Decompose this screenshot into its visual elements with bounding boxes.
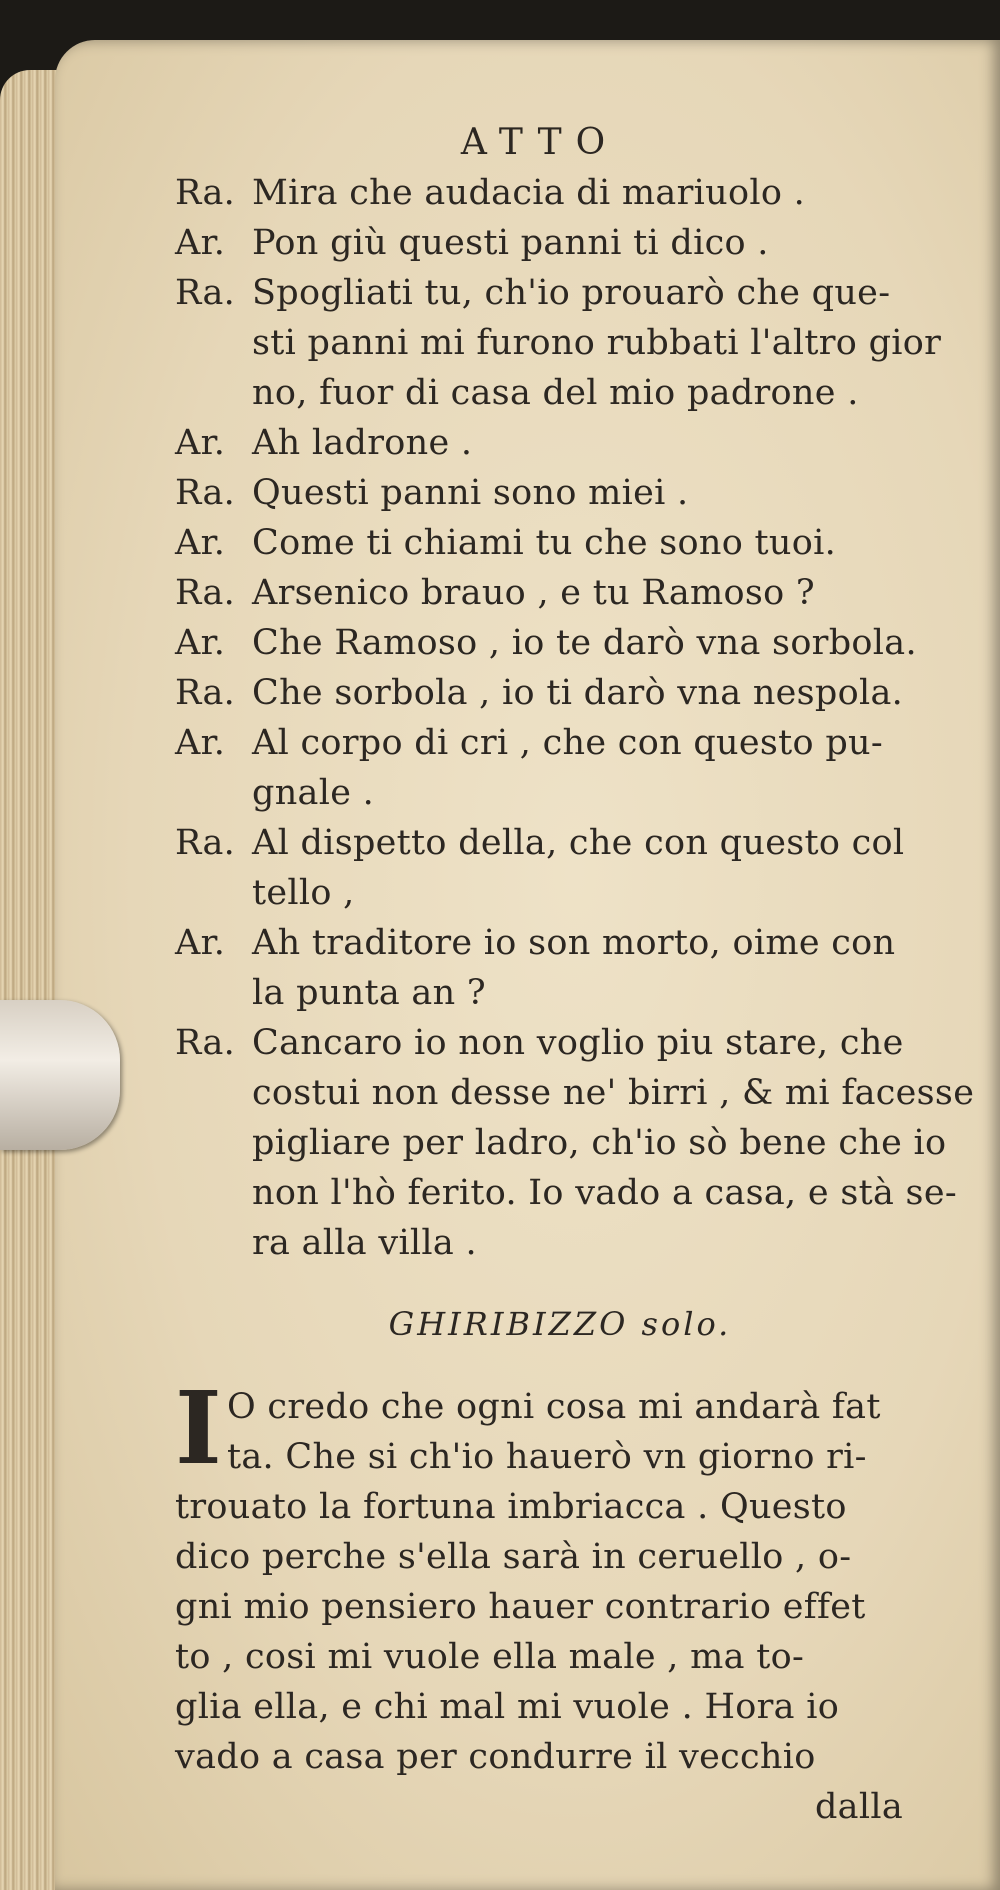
speech-line: Che sorbola , io ti darò vna nespola. — [252, 673, 904, 713]
speech-line: costui non desse ne' birri , & mi facesse — [252, 1073, 975, 1113]
speech-line: Ah ladrone . — [252, 423, 473, 463]
speech-line: Arsenico brauo , e tu Ramoso ? — [252, 573, 815, 613]
speaker-label: Ra. — [175, 1023, 236, 1063]
speech-lines — [252, 168, 945, 218]
page-text — [175, 118, 975, 1832]
speech — [175, 718, 945, 818]
paragraph-line: O credo che ogni cosa mi andarà fat — [227, 1387, 881, 1427]
speaker-label: Ar. — [175, 723, 226, 763]
speech — [175, 568, 945, 618]
speech-line: Pon giù questi panni ti dico . — [252, 223, 769, 263]
speech-lines — [252, 818, 945, 918]
speech-lines — [252, 1018, 975, 1268]
speech-lines — [252, 418, 945, 468]
speaker-label: Ar. — [175, 923, 226, 963]
speech-lines — [252, 618, 945, 668]
speaker-label: Ar. — [175, 523, 226, 563]
speech — [175, 168, 945, 218]
speech-lines — [252, 668, 945, 718]
catchword: dalla — [814, 1787, 903, 1827]
speech-lines — [252, 268, 945, 418]
speech — [175, 668, 945, 718]
speech-lines — [252, 218, 945, 268]
speaker-label: Ra. — [175, 823, 236, 863]
speech — [175, 468, 945, 518]
paragraph-line: trouato la fortuna imbriacca . Questo — [175, 1487, 847, 1527]
speech-line: tello , — [252, 873, 355, 913]
speech-line: Al corpo di cri , che con questo pu- — [252, 723, 884, 763]
speech-line: no, fuor di casa del mio padrone . — [252, 373, 859, 413]
drop-cap: I — [175, 1369, 223, 1487]
speech — [175, 218, 945, 268]
section-title: GHIRIBIZZO solo. — [388, 1305, 732, 1343]
dialogue — [175, 168, 975, 1268]
speech-line: la punta an ? — [252, 973, 486, 1013]
paragraph-line: glia ella, e chi mal mi vuole . Hora io — [175, 1687, 840, 1727]
speech-lines — [252, 468, 945, 518]
speech — [175, 818, 945, 918]
speech — [175, 918, 945, 1018]
paragraph-line: dico perche s'ella sarà in ceruello , o- — [175, 1537, 852, 1577]
speech-lines — [252, 718, 945, 818]
speech-lines — [252, 918, 945, 1018]
speaker-label: Ra. — [175, 473, 236, 513]
speech-line: Questi panni sono miei . — [252, 473, 689, 513]
speaker-label: Ar. — [175, 223, 226, 263]
paragraph-line: vado a casa per condurre il vecchio — [175, 1737, 816, 1777]
book-clasp — [0, 1000, 120, 1150]
speech-line: pigliare per ladro, ch'io sò bene che io — [252, 1123, 947, 1163]
speaker-label: Ra. — [175, 173, 236, 213]
speech-line: sti panni mi furono rubbati l'altro gior — [252, 323, 942, 363]
speech — [175, 518, 945, 568]
speech — [175, 268, 945, 418]
speech-lines — [252, 568, 945, 618]
monologue-paragraph — [175, 1369, 945, 1782]
speech — [175, 1018, 975, 1268]
speech — [175, 618, 945, 668]
speaker-label: Ar. — [175, 623, 226, 663]
speech-lines — [252, 518, 945, 568]
speech-line: Cancaro io non voglio piu stare, che — [252, 1023, 904, 1063]
running-header: ATTO — [460, 122, 620, 163]
speech-line: Ah traditore io son morto, oime con — [252, 923, 896, 963]
speech-line: Mira che audacia di mariuolo . — [252, 173, 806, 213]
speaker-label: Ar. — [175, 423, 226, 463]
speech-line: Come ti chiami tu che sono tuoi. — [252, 523, 837, 563]
speech-line: gnale . — [252, 773, 375, 813]
speech-line: ra alla villa . — [252, 1223, 477, 1263]
speaker-label: Ra. — [175, 273, 236, 313]
speech-line: Spogliati tu, ch'io prouarò che que- — [252, 273, 891, 313]
speech-line: Al dispetto della, che con questo col — [252, 823, 905, 863]
paragraph-line: gni mio pensiero hauer contrario effet — [175, 1587, 866, 1627]
paragraph-line: ta. Che si ch'io hauerò vn giorno ri- — [227, 1437, 867, 1477]
speaker-label: Ra. — [175, 573, 236, 613]
speaker-label: Ra. — [175, 673, 236, 713]
paragraph-lines — [175, 1369, 945, 1782]
paragraph-line: to , cosi mi vuole ella male , ma to- — [175, 1637, 805, 1677]
speech-line: Che Ramoso , io te darò vna sorbola. — [252, 623, 917, 663]
speech — [175, 418, 945, 468]
speech-line: non l'hò ferito. Io vado a casa, e stà se- — [252, 1173, 957, 1213]
